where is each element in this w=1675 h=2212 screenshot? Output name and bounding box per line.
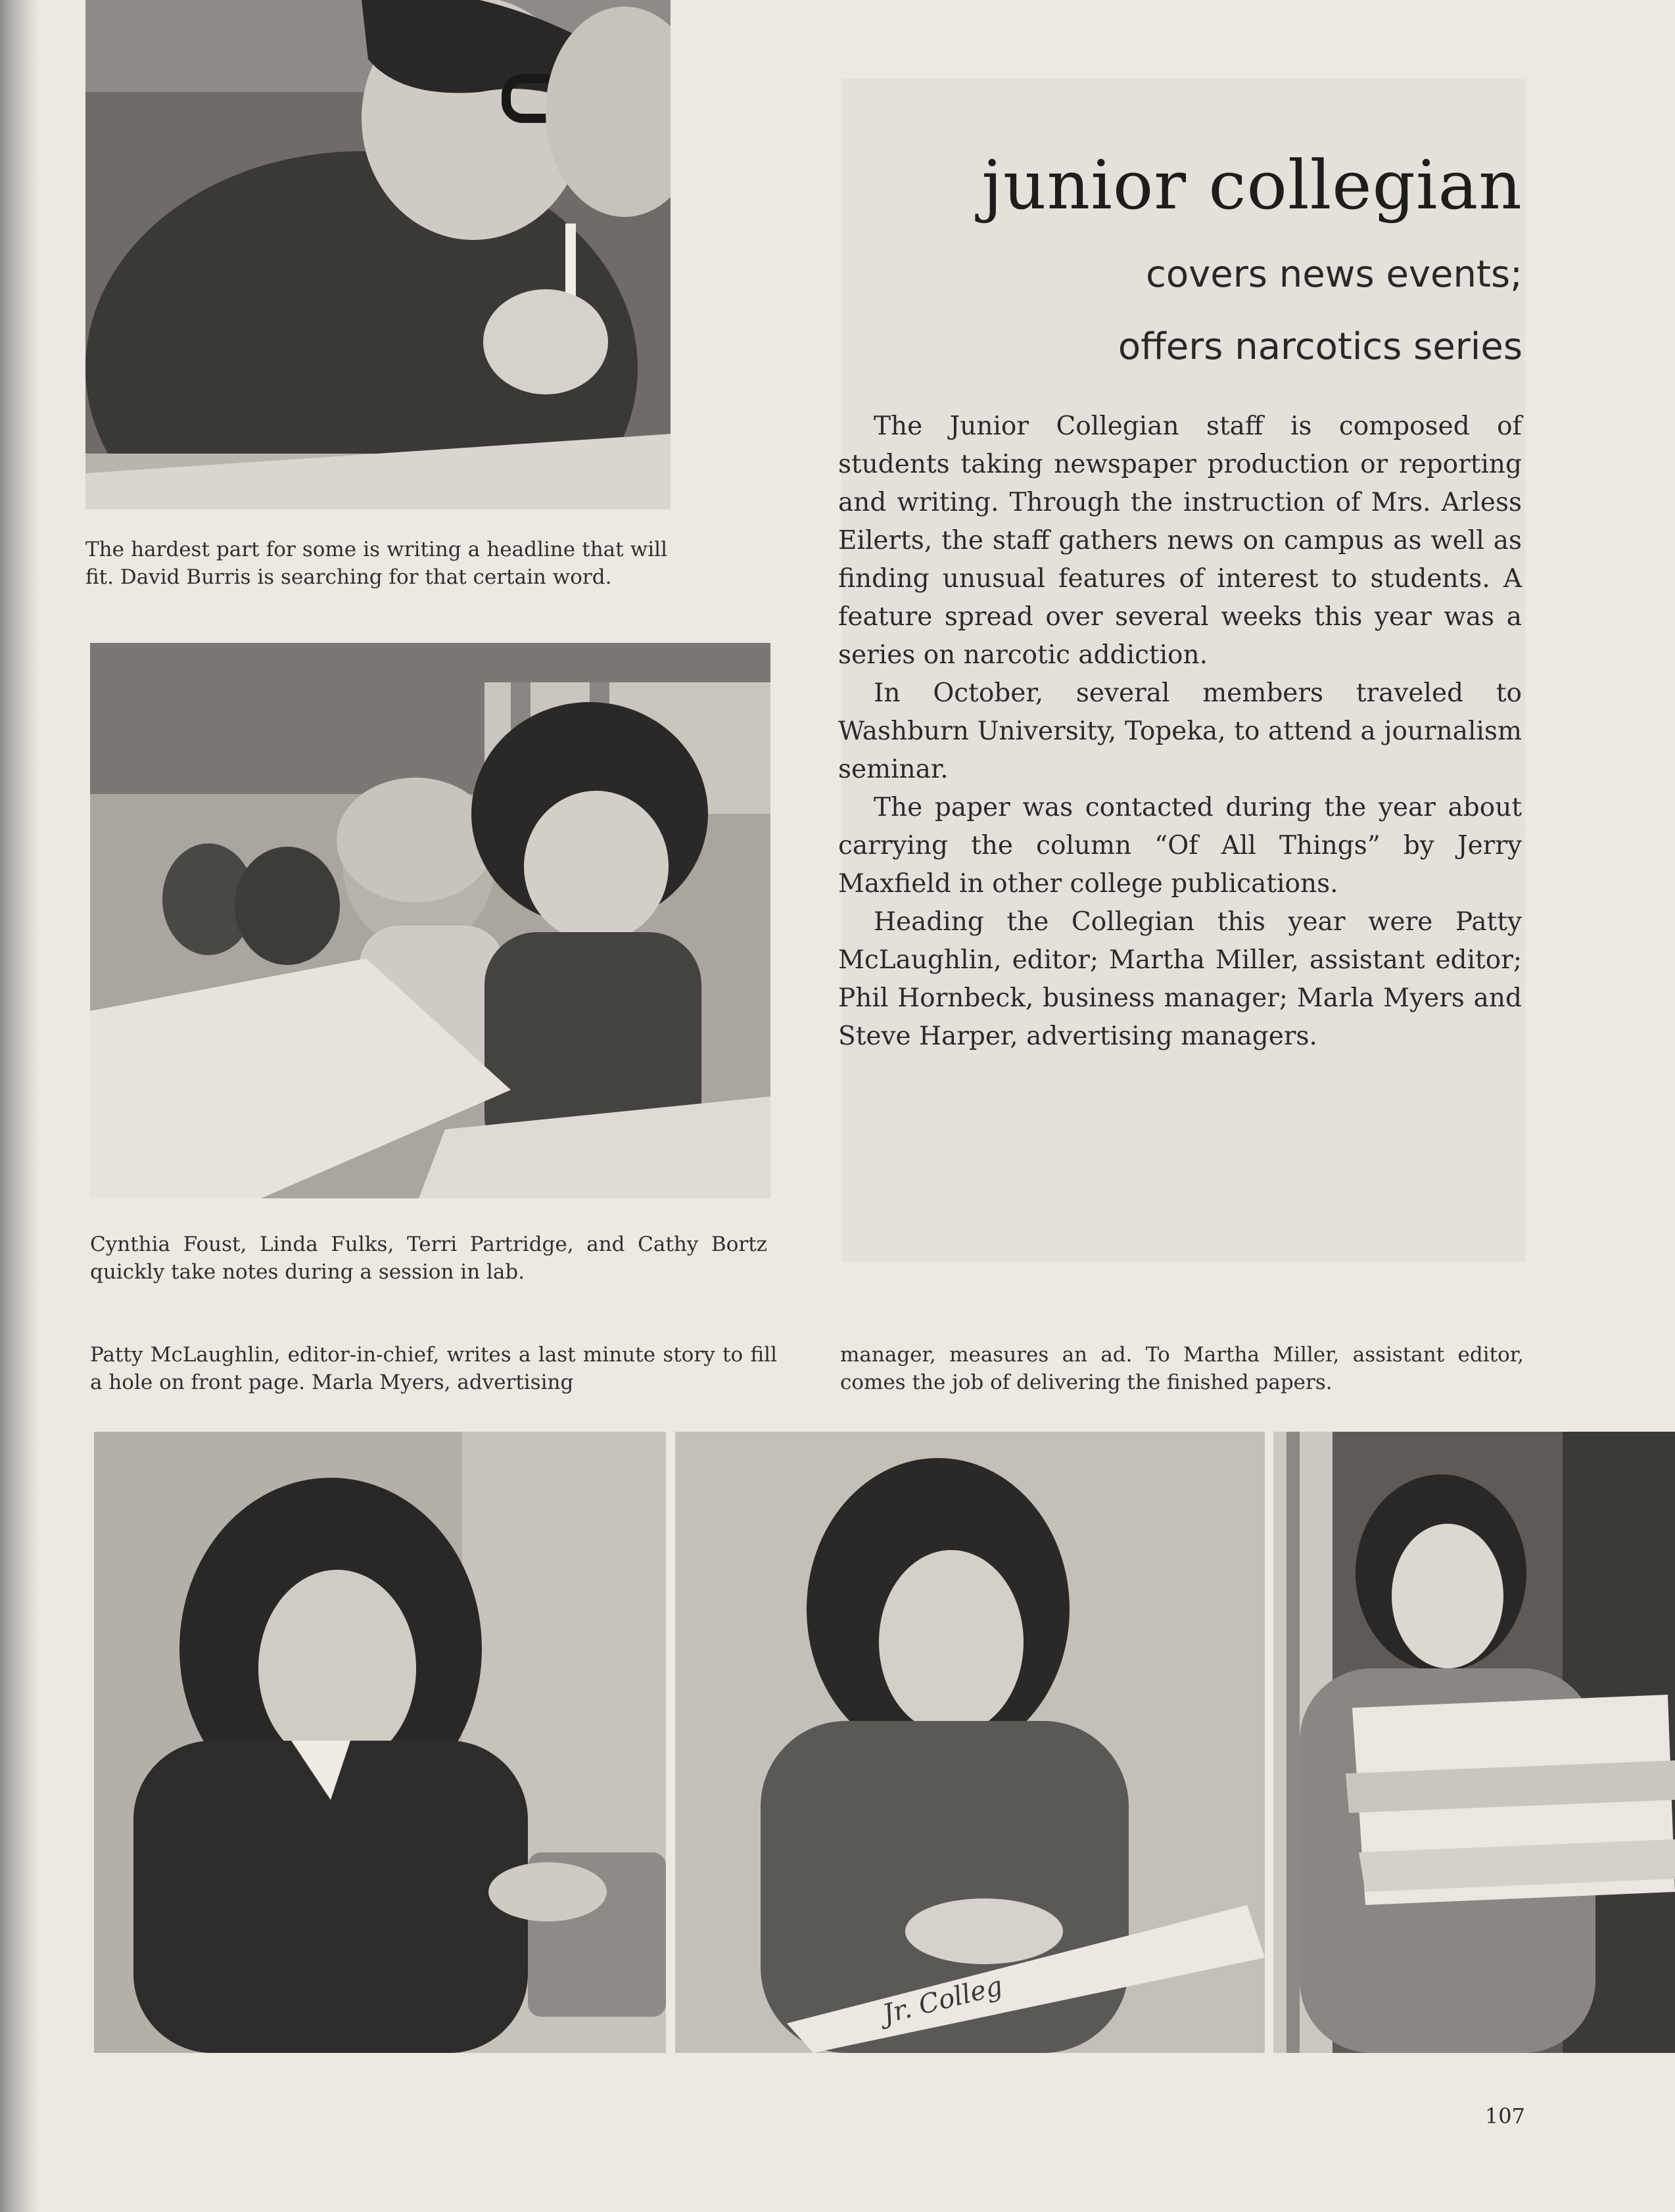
article-paragraph: Heading the Collegian this year were Patty McLaughlin, editor; Martha Miller, assistant editor; Phil Hornbeck, business manager; Marla Myers and Steve Harper, advertising managers. <box>838 907 1522 1051</box>
article-paragraph: The paper was contacted during the year about carrying the column “Of All Things” by Jerry Maxfield in other college publications. <box>838 793 1522 899</box>
photo-ad-manager <box>675 1432 1265 2053</box>
binding-shadow <box>0 0 39 2212</box>
page-title: junior collegian <box>981 147 1522 225</box>
caption-bottom-left: Patty McLaughlin, editor-in-chief, writes a last minute story to fill a hole on front page. Marla Myers, advertising <box>90 1343 777 1394</box>
newspaper-label: Jr. Colleg <box>880 1971 1006 2030</box>
article-paragraph: In October, several members traveled to Washburn University, Topeka, to attend a journalism seminar. <box>838 678 1522 784</box>
photo-headline-writer <box>85 0 671 509</box>
photo-editor-typing <box>94 1432 666 2053</box>
caption-headline-writer: The hardest part for some is writing a headline that will fit. David Burris is searching for that certain word. <box>85 538 667 589</box>
caption-note-takers: Cynthia Foust, Linda Fulks, Terri Partridge, and Cathy Bortz quickly take notes during a session in lab. <box>90 1233 767 1284</box>
article-paragraph: The Junior Collegian staff is composed of students taking newspaper production or reporting and writing. Through the instruction of Mrs. Arless Eilerts, the staff gathers news on campus as well as finding unusual features of interest to students. A feature spread over several weeks this year was a series on narcotic addiction. <box>838 412 1522 670</box>
article-body <box>838 408 1522 1056</box>
caption-bottom-right: manager, measures an ad. To Martha Miller, assistant editor, comes the job of delivering the finished papers. <box>840 1343 1524 1394</box>
photo-assistant-editor <box>1273 1432 1675 2053</box>
subtitle-line-2: offers narcotics series <box>1118 325 1522 368</box>
subtitle-line-1: covers news events; <box>1146 253 1522 296</box>
photo-note-takers <box>90 643 770 1198</box>
page-number: 107 <box>1484 2104 1525 2129</box>
